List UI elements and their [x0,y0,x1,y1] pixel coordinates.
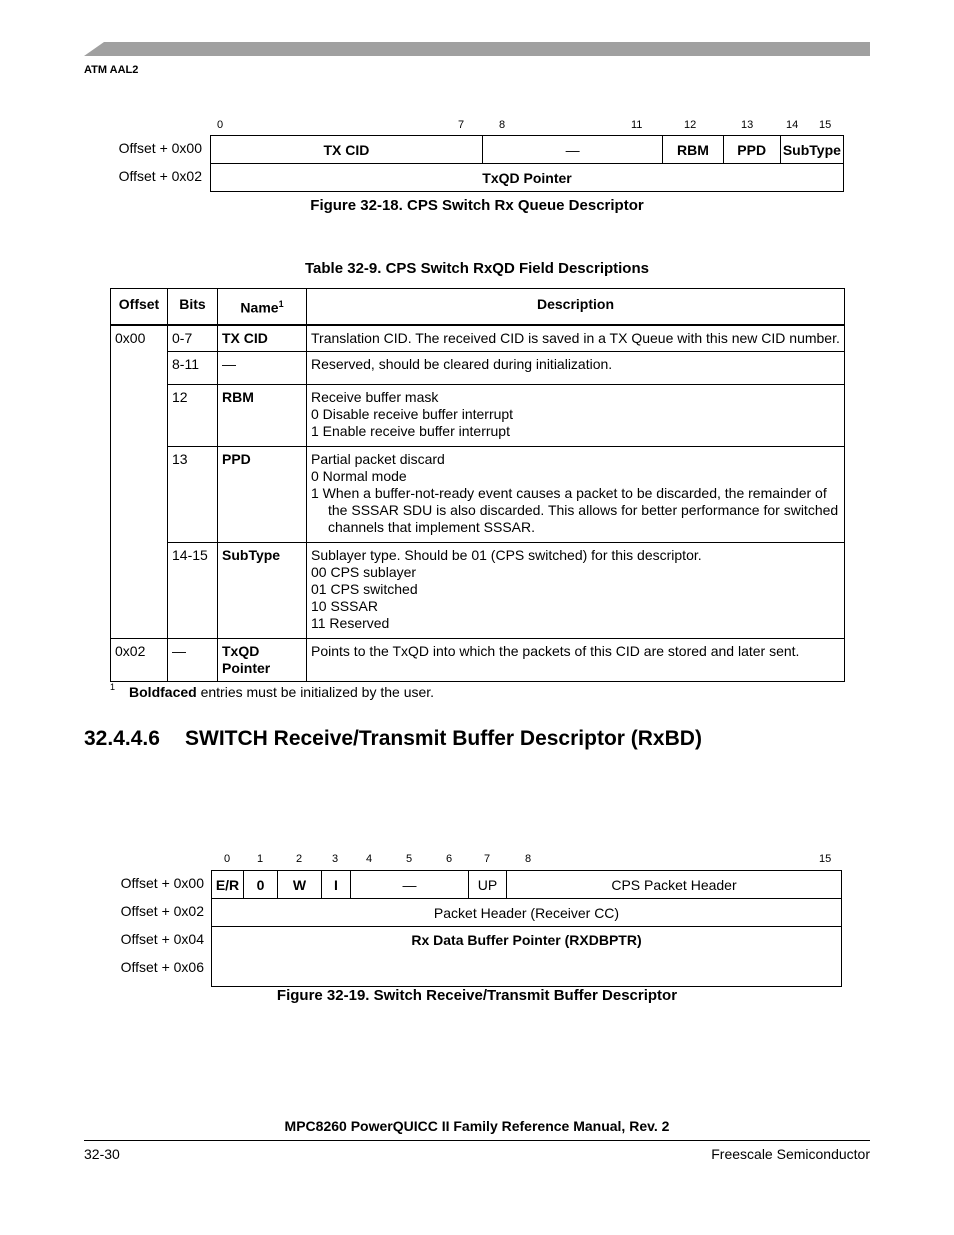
description-line: Partial packet discard [311,450,445,467]
cell-bits: 13 [168,446,218,542]
cell-name: RBM [218,384,307,446]
bit-number: 12 [684,119,697,131]
bit-number: 13 [741,119,754,131]
name-header-text: Name [240,299,279,316]
table-row [111,351,845,384]
description-line: Points to the TxQD into which the packets of this CID are stored and later sent. [311,642,800,659]
table-row [111,325,845,352]
description-line: 0 Disable receive buffer interrupt [311,405,514,422]
cell-bits: 8-11 [168,351,218,384]
footer-company: Freescale Semiconductor [711,1146,870,1162]
field-zero: 0 [244,871,278,899]
field-ppd: PPD [723,136,780,164]
description-line: 10 SSSAR [311,597,378,614]
table-caption: Table 32-9. CPS Switch RxQD Field Descriptions [305,260,649,277]
table-row [111,446,845,542]
name-line: TxQD [222,642,260,659]
cell-description [307,325,845,352]
description-line: Sublayer type. Should be 01 (CPS switched) for this descriptor. [311,546,702,563]
bit-number: 2 [296,853,303,865]
register-map-rxbd [211,870,842,987]
bit-number: 4 [366,853,373,865]
row-offset-label: Offset + 0x06 [120,959,204,975]
figure-caption: Figure 32-18. CPS Switch Rx Queue Descriptor [310,197,644,214]
column-header-bits: Bits [168,289,218,325]
bit-number: 6 [446,853,453,865]
row-offset-label: Offset + 0x02 [120,903,204,919]
field-up: UP [469,871,507,899]
cell-name: TX CID [218,325,307,352]
row-offset-label: Offset + 0x00 [118,140,202,156]
section-title: SWITCH Receive/Transmit Buffer Descriptor (RxBD) [185,727,702,750]
bit-number: 0 [224,853,231,865]
chapter-label: ATM AAL2 [84,64,139,76]
row-offset-label: Offset + 0x00 [120,875,204,891]
bit-number: 14 [786,119,799,131]
cell-description [307,638,845,681]
name-line: Pointer [222,659,271,676]
header-bar-shape [84,42,870,56]
bit-number: 8 [499,119,506,131]
cell-description [307,351,845,384]
description-line: Reserved, should be cleared during initialization. [311,355,613,372]
field-reserved: — [482,136,663,164]
field-reserved: — [351,871,469,899]
section-number: 32.4.4.6 [84,727,160,750]
bit-number: 15 [819,119,832,131]
bit-number: 15 [819,853,832,865]
description-line: 0 Normal mode [311,467,407,484]
cell-name: SubType [218,542,307,638]
bit-number: 0 [217,119,224,131]
column-header-name [218,289,307,325]
description-line: 1 Enable receive buffer interrupt [311,422,510,439]
table-header-row [111,289,845,325]
cell-description [307,542,845,638]
bit-number: 5 [406,853,413,865]
description-line: 01 CPS switched [311,580,418,597]
field-cps-packet-header: CPS Packet Header [507,871,842,899]
description-line: Receive buffer mask [311,388,439,405]
table-row [111,638,845,681]
field-rbm: RBM [663,136,723,164]
description-line: 1 When a buffer-not-ready event causes a packet to be discarded, the remainder of the SSSAR SDU is also discarded. This allows for better performance for switched channels that implement SSSAR. [311,484,839,535]
bit-number: 7 [458,119,465,131]
cell-offset: 0x00 [111,325,168,352]
cell-bits: — [168,638,218,681]
cell-description [307,384,845,446]
cell-offset [111,384,168,446]
description-line: 11 Reserved [311,614,390,631]
column-header-offset: Offset [111,289,168,325]
field-tx-cid: TX CID [211,136,483,164]
footnote-text: entries must be initialized by the user. [196,684,435,700]
cell-description [307,446,845,542]
row-offset-label: Offset + 0x02 [118,168,202,184]
description-line: Translation CID. The received CID is saved in a TX Queue with this new CID number. [311,329,840,346]
header-bar [84,42,870,56]
cell-bits: 0-7 [168,325,218,352]
field-description-table [110,288,845,682]
bit-number: 3 [332,853,339,865]
row-offset-label: Offset + 0x04 [120,931,204,947]
cell-bits: 12 [168,384,218,446]
figure-caption: Figure 32-19. Switch Receive/Transmit Buffer Descriptor [276,987,678,1004]
cell-offset [111,542,168,638]
cell-offset: 0x02 [111,638,168,681]
field-txqd-pointer: TxQD Pointer [211,164,844,192]
cell-name: PPD [218,446,307,542]
field-rx-data-buffer-pointer: Rx Data Buffer Pointer (RXDBPTR) [212,927,842,987]
footer-manual-title: MPC8260 PowerQUICC II Family Reference Manual, Rev. 2 [284,1118,670,1134]
table-row [111,542,845,638]
footer-divider [84,1140,870,1141]
field-subtype: SubType [780,136,843,164]
bit-number: 7 [484,853,491,865]
description-line: 00 CPS sublayer [311,563,417,580]
section-heading [84,727,702,751]
field-w: W [278,871,322,899]
bit-number: 1 [257,853,264,865]
footnote-bold: Boldfaced [129,684,197,700]
field-i: I [322,871,351,899]
cell-name [218,638,307,681]
column-header-description: Description [307,289,845,325]
bit-number: 11 [631,119,643,131]
cell-offset [111,446,168,542]
cell-name: — [218,351,307,384]
footnote-number: 1 [110,682,116,692]
footnote-marker: 1 [278,299,284,309]
page-number: 32-30 [84,1146,120,1162]
cell-offset [111,351,168,384]
register-map-rxqd [210,135,844,192]
field-packet-header-receiver-cc: Packet Header (Receiver CC) [212,899,842,927]
table-row [111,384,845,446]
table-footnote [110,684,434,700]
bit-number: 8 [525,853,532,865]
cell-bits: 14-15 [168,542,218,638]
field-e-r: E/R [212,871,244,899]
